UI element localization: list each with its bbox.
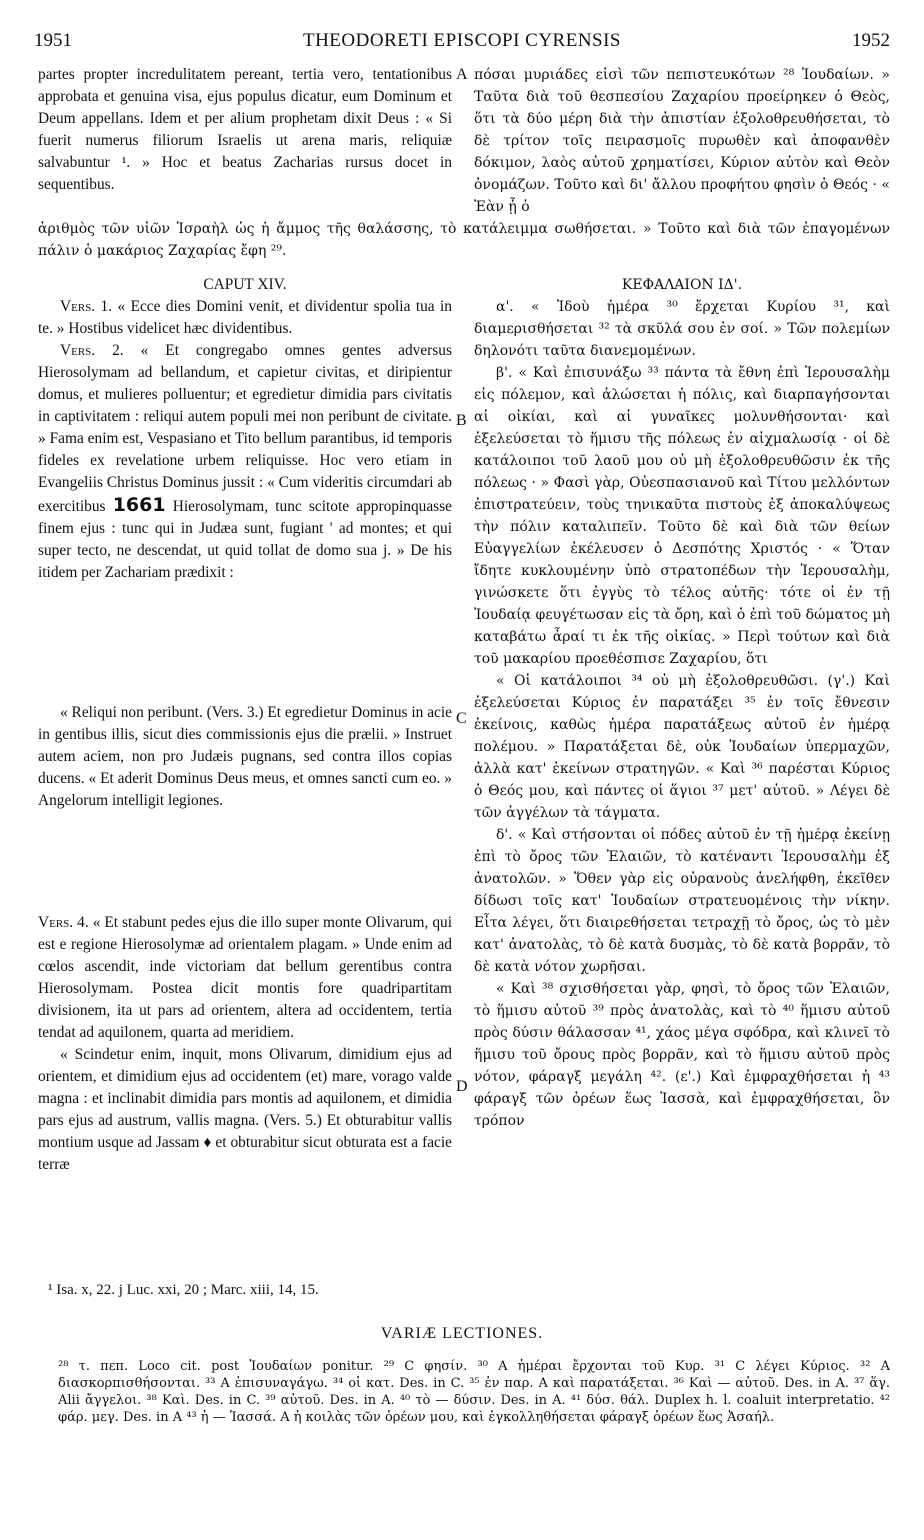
greek-paragraph: ἀριθμὸς τῶν υἱῶν Ἰσραὴλ ὡς ἡ ἄμμος τῆς θαλάσσης, τὸ κατάλειμμα σωθήσεται. » Τοῦτο καὶ διὰ τῶν ἐπαγομένων πάλιν ὁ μακάριος Ζαχαρίας ἔφη ²⁹. [38,221,890,259]
latin-verse-1: « Ecce dies Domini venit, et dividentur spolia tua in te. » Hostibus videlicet hæc dividentibus. [38,298,452,337]
latin-column-v4 [38,912,452,1176]
latin-column [38,274,452,584]
margin-marker-b: B [456,412,467,429]
variant-readings: ²⁸ τ. πεπ. Loco cit. post Ἰουδαίων ponitur. ²⁹ C φησίν. ³⁰ A ἡμέραι ἔρχονται τοῦ Κυρ. ³¹ C λέγει Κύριος. ³² A διασκορπισθήσονται. ³³ A ἐπισυναγάγω. ³⁴ οἱ κατ. Des. in C. ³⁵ ἐν παρ. A καὶ παρατάξεται. ³⁶ Καὶ — αὐτοῦ. Des. in A. ³⁷ ἅγ. Alii ἄγγελοι. ³⁸ Καὶ. Des. in C. ³⁹ αὐτοῦ. Des. in A. ⁴⁰ τὸ — δύσιν. Des. in A. ⁴¹ δύσ. θάλ. Duplex h. l. coaluit interpretatio. ⁴² φάρ. μεγ. Des. in A ⁴³ ἡ — Ἰασσά. A ἡ κοιλὰς τῶν ὀρέων μου, καὶ ἐγκολληθήσεται φάραγξ ὀρέων ἕως Ἀσαήλ. [58,1359,890,1425]
latin-column-v3 [38,702,452,812]
greek-full-width [38,218,890,262]
greek-verse-gamma: « Οἱ κατάλοιποι ³⁴ οὐ μὴ ἐξολοθρευθῶσι. (γ'.) Καὶ ἐξελεύσεται Κύριος ἐν παρατάξει ³⁵ ἐν τοῖς ἔθνεσιν ἐκείνοις, καθὼς ἡμέρα παρατάξεως αὐτοῦ ἐν ἡμέρᾳ πολέμου. » Παρατάξεται δὲ, οὐκ Ἰουδαίων ὑπερμαχῶν, ἀλλὰ κατ' ἐκείνων στρατηγῶν. « Καὶ ³⁶ παρέσται Κύριος ὁ Θεός μου, καὶ πάντες οἱ ἅγιοι ³⁷ μετ' αὐτοῦ. » Λέγει δὲ τῶν ἀγγέλων τὰ τάγματα. [474,673,890,821]
kephalaion-heading: ΚΕΦΑΛΑΙΟΝ ΙΔ'. [621,277,743,293]
latin-paragraph: partes propter incredulitatem pereant, tertia vero, tentationibus approbata et genuina visa, ejus populus dicatur, eum Dominum et Deum appellans. Idem et per alium prophetam dixit Deus : « Si fuerit numerus filiorum Israelis ut arena maris, reliquiæ salvabuntur ¹. » Hoc et beatus Zacharias rursus docet in sequentibus. [38,66,452,193]
latin-column-top [38,64,452,196]
greek-verse-alpha: α'. « Ἰδοὺ ἡμέρα ³⁰ ἔρχεται Κυρίου ³¹, καὶ διαμερισθήσεται ³² τὰ σκῦλά σου ἐν σοί. » Τῶν πολεμίων δηλονότι ταῦτα διανεμομένων. [474,299,890,359]
variants-heading: VARIÆ LECTIONES. [380,1325,544,1342]
caput-heading: CAPUT XIV. [203,276,287,293]
latin-verse-2: « Et congregabo omnes gentes adversus Hierosolymam ad bellandum, et capietur civitas, et diripientur domus, et mulieres polluentur; et egredietur dimidia pars civitatis in captivitatem : reliqui autem populi mei non peribunt de civitate. » Fama enim est, Vespasiano et Tito bellum parantibus, id temporis fideles ex revelatione urbem reliquisse. Hoc vero etiam in Evangeliis Christus Dominus jussit : « Cum videritis circumdari ab exercitibus [38,342,452,515]
greek-verse-beta: β'. « Καὶ ἐπισυνάξω ³³ πάντα τὰ ἔθνη ἐπὶ Ἱερουσαλὴμ εἰς πόλεμον, καὶ ἁλώσεται ἡ πόλις, καὶ διαρπαγήσονται αἱ οἰκίαι, καὶ αἱ γυναῖκες μολυνθήσονται· καὶ ἐξελεύσεται τὸ ἥμισυ τῆς πόλεως ἐν αἰχμαλωσίᾳ · οἱ δὲ κατάλοιποι τοῦ λαοῦ μου οὐ μὴ ἐξολοθρευθῶσιν ἐκ τῆς πόλεως · » Φασὶ γὰρ, Οὐεσπασιανοῦ καὶ Τίτου μελλόντων ἐπιστρατεύειν, τοὺς τηνικαῦτα πιστοὺς ἐξ ἀποκαλύψεως τὴν πόλιν καταλιπεῖν. Τοῦτο δὲ καὶ διὰ τῶν θείων Εὐαγγελίων ἐκέλευσεν ὁ Δεσπότης Χριστός · « Ὅταν ἴδητε κυκλουμένην ὑπὸ στρατοπέδων τὴν Ἱερουσαλὴμ, γινώσκετε ὅτι ἐγγὺς τὸ τέλος αὐτῆς· τότε οἱ ἐν τῇ Ἰουδαίᾳ φευγέτωσαν εἰς τὰ ὄρη, καὶ ὁ ἐπὶ τοῦ δώματος μὴ καταβάτω ἆραί τι ἐκ τῆς οἰκίας. » Περὶ τούτων καὶ διὰ τοῦ μακαρίου προεθέσπισε Ζαχαρίου, ὅτι [474,365,890,667]
latin-verse-2-cont: Hierosolymam, tunc scitote appropinquasse finem ejus : tunc qui in Judæa sunt, fugiant ' ad montes; et qui super tecto, ne descendat, ut quid tollat de domo sua j. » De his itidem per Zachariam prædixit : [38,498,452,581]
margin-marker-c: C [456,710,467,727]
greek-column [474,274,890,1132]
verse-label: Vers. 2. [60,342,124,359]
greek-verse-epsilon: « Καὶ ³⁸ σχισθήσεται γὰρ, φησὶ, τὸ ὄρος τῶν Ἐλαιῶν, τὸ ἥμισυ αὐτοῦ ³⁹ πρὸς ἀνατολὰς, καὶ τὸ ⁴⁰ ἥμισυ αὐτοῦ πρὸς δύσιν θάλασσαν ⁴¹, χάος μέγα σφόδρα, καὶ κλινεῖ τὸ ἥμισυ τοῦ ὄρους πρὸς βορρᾶν, καὶ τὸ ἥμισυ αὐτοῦ πρὸς νότον, φάραγξ μεγάλη ⁴². (ε'.) Καὶ ἐμφραχθήσεται ἡ ⁴³ φάραγξ τῶν ὀρέων ἕως Ἰασσὰ, καὶ ἐμφραχθήσεται, ὃν τρόπον [474,981,890,1129]
greek-verse-delta: δ'. « Καὶ στήσονται οἱ πόδες αὐτοῦ ἐν τῇ ἡμέρᾳ ἐκείνῃ ἐπὶ τὸ ὄρος τῶν Ἐλαιῶν, τὸ κατέναντι Ἱερουσαλὴμ ἐξ ἀνατολῶν. » Ὅθεν γὰρ εἰς οὐρανοὺς ἀνελήφθη, ἐκεῖθεν δίδωσι τοῖς κατ' Ἰουδαίων στρατευομένοις τὴν νίκην. Εἶτα λέγει, ὅτι διαιρεθήσεται τετραχῇ τὸ ὄρος, ὡς τὸ μὲν κατ' ἀνατολὰς, τὸ δὲ κατὰ δυσμὰς, τὸ δὲ κατὰ βορρᾶν, τὸ δὲ κατὰ νότον χωρῆσαι. [474,827,890,975]
greek-column-top [474,64,890,218]
column-number: 1661 [112,494,166,516]
latin-verse-3: « Reliqui non peribunt. (Vers. 3.) Et egredietur Dominus in acie in gentibus illis, sicut dies commissionis ejus die prælii. » Instruet autem aciem, non pro Judæis pugnans, sed contra illos copias ducens. « Et aderit Dominus Deus meus, et omnes sancti cum eo. » Angelorum intelligit legiones. [38,704,452,809]
greek-paragraph: πόσαι μυριάδες εἰσὶ τῶν πεπιστευκότων ²⁸ Ἰουδαίων. » Ταῦτα διὰ τοῦ θεσπεσίου Ζαχαρίου προείρηκεν ὁ Θεὸς, ὅτι τὰ δύο μέρη διὰ τὴν ἀπιστίαν ἐξολοθρευθήσεται, τὸ δὲ τρίτον τοῖς πειρασμοῖς πυρωθὲν καὶ ἀποφανθὲν δόκιμον, λαὸς αὐτοῦ χρηματίσει, Κύριον αὐτὸν καὶ Θεὸν ὀνομάζων. Τοῦτο καὶ δι' ἄλλου προφήτου φησὶν ὁ Θεός · « Ἐὰν ᾖ ὁ [474,67,890,215]
margin-marker-d: D [456,1078,468,1095]
footnote: ¹ Isa. x, 22. j Luc. xxi, 20 ; Marc. xiii, 14, 15. [48,1282,319,1298]
margin-marker-a: A [456,66,468,83]
page-number-left: 1951 [34,30,72,51]
page-header [34,30,890,58]
latin-verse-5: « Scindetur enim, inquit, mons Olivarum, dimidium ejus ad orientem, et dimidium ejus ad occidentem (et) mare, vorago valde magna : et inclinabit dimidia pars montis ad aquilonem, et dimidia pars ejus ad austrum, vallis magna. (Vers. 5.) Et obturabitur vallis montium usque ad Jassam ♦ et obturabitur sicut obturata est a facie terræ [38,1046,452,1173]
verse-label: Vers. 1. [60,298,113,315]
running-title: THEODORETI EPISCOPI CYRENSIS [302,30,622,51]
latin-verse-4: « Et stabunt pedes ejus die illo super monte Olivarum, qui est e regione Hierosolymæ ad orientalem plagam. » Unde enim ad cœlos ascendit, inde victoriam dat bellum gerentibus contra Hierosolymam. Postea dicit montis fore quadripartitam divisionem, ita ut pars ad orientem, altera ad occidentem, tertia tendat ad aquilonem, quarta ad meridiem. [38,914,452,1041]
verse-label: Vers. 4. [38,914,89,931]
page-number-right: 1952 [852,30,890,51]
